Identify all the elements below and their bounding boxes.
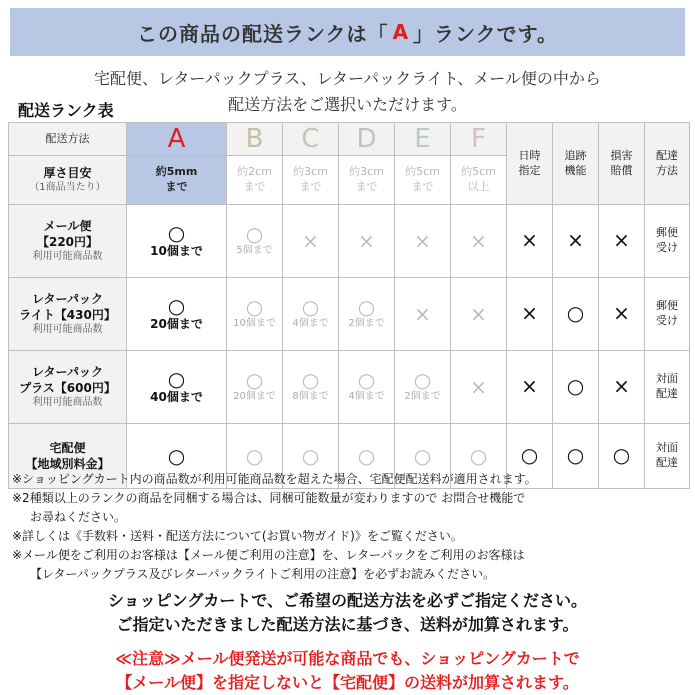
availability-mark: ×: [414, 302, 431, 326]
feature-cell: [553, 205, 599, 278]
count-limit: 20個まで: [233, 391, 276, 403]
service-name-2-text: プラス: [19, 381, 55, 396]
note-4: ※詳しくは《手数料・送料・配送方法について(お買い物ガイド)》をご覧ください。: [12, 529, 463, 543]
feature-cell: [507, 351, 553, 424]
rank-cell: [451, 205, 507, 278]
size-e: [395, 156, 451, 205]
feature-delivery-header: [645, 123, 690, 205]
count-limit: 20個まで: [150, 316, 203, 331]
availability-mark: ×: [302, 229, 319, 253]
table-title: 配送ランク表: [18, 101, 114, 120]
availability-mark: ○: [357, 368, 376, 393]
rank-cell: [227, 351, 283, 424]
delivery-1: 郵便: [656, 299, 678, 313]
banner-rank: A: [392, 20, 410, 44]
feat-4a: 配達: [656, 148, 678, 162]
service-name-2: [9, 380, 126, 396]
availability-mark: ×: [470, 302, 487, 326]
size-b: [227, 156, 283, 205]
availability-mark: ○: [167, 293, 186, 318]
rank-cell: [127, 278, 227, 351]
feature-mark: ○: [566, 374, 585, 399]
rank-f-header: [451, 123, 507, 156]
rank-table: [8, 122, 690, 489]
availability-mark: ○: [245, 295, 264, 320]
rank-cell: [127, 351, 227, 424]
service-sub: 利用可能商品数: [32, 397, 103, 409]
count-limit: 2個まで: [404, 391, 441, 403]
availability-mark: ×: [358, 229, 375, 253]
size-label-sub: （1商品当たり）: [29, 182, 106, 194]
feature-mark: ×: [613, 228, 630, 253]
size-d-1: 約3cm: [349, 165, 384, 179]
feature-mark: ×: [613, 301, 630, 326]
feature-mark: ○: [520, 443, 539, 468]
rank-a-letter: A: [167, 124, 186, 154]
note-2: ※2種類以上のランクの商品を同梱する場合は、同梱可能数量が変わりますので お問合せ機能で: [12, 491, 526, 505]
size-c: [283, 156, 339, 205]
warning-line-1: ≪注意≫メール便発送が可能な商品でも、ショッピングカートで: [115, 649, 580, 668]
service-name-2-text: ライト: [19, 308, 55, 323]
feature-cell: [599, 278, 645, 351]
feature-mark: ○: [566, 443, 585, 468]
size-b-1: 約2cm: [237, 165, 272, 179]
delivery-cell: [645, 205, 690, 278]
size-e-1: 約5cm: [405, 165, 440, 179]
service-row: [9, 351, 690, 424]
size-label: [9, 156, 127, 205]
size-f-2: 以上: [467, 180, 490, 193]
availability-mark: ○: [167, 220, 186, 245]
availability-mark: ○: [413, 444, 432, 468]
availability-mark: ○: [301, 444, 320, 468]
feat-2a: 追跡: [564, 148, 587, 162]
warning-line-2: 【メール便】を指定しないと【宅配便】の送料が加算されます。: [116, 673, 579, 692]
feature-mark: ×: [521, 301, 538, 326]
count-limit: 5個まで: [236, 245, 273, 257]
availability-mark: ○: [301, 295, 320, 320]
feature-cell: [507, 205, 553, 278]
size-a-1: 約5mm: [155, 165, 198, 179]
rank-cell: [283, 351, 339, 424]
rank-cell: [451, 351, 507, 424]
method-label-text: 配送方法: [45, 131, 90, 145]
count-limit: 40個まで: [150, 389, 203, 404]
availability-mark: ○: [167, 444, 186, 468]
service-price: 【220円】: [36, 235, 99, 250]
rank-d-letter: D: [356, 124, 377, 154]
service-label: [9, 351, 127, 424]
rank-cell: [339, 351, 395, 424]
size-c-2: まで: [299, 180, 322, 193]
rank-c-letter: C: [301, 124, 320, 154]
availability-mark: ○: [301, 368, 320, 393]
availability-mark: ○: [357, 444, 376, 468]
service-name-1: レターパック: [32, 365, 103, 380]
feature-mark: ×: [613, 374, 630, 399]
feat-3b: 賠償: [610, 163, 633, 177]
feat-1a: 日時: [518, 148, 541, 162]
service-price: 【地域別料金】: [25, 457, 110, 471]
feature-cell: [553, 351, 599, 424]
rank-cell: [395, 278, 451, 351]
rank-e-letter: E: [414, 124, 431, 154]
note-6: 【レターパックプラス及びレターパックライトご利用の注意】を必ずお読みください。: [30, 567, 496, 581]
feature-mark: ×: [521, 374, 538, 399]
size-d: [339, 156, 395, 205]
rank-cell: [451, 278, 507, 351]
service-label: [9, 205, 127, 278]
delivery-2: 受け: [656, 241, 678, 254]
delivery-1: 対面: [656, 372, 678, 386]
count-limit: 4個まで: [292, 318, 329, 330]
size-f-1: 約5cm: [461, 165, 496, 179]
rank-b-letter: B: [245, 124, 264, 154]
size-d-2: まで: [355, 180, 378, 193]
count-limit: 10個まで: [233, 318, 276, 330]
banner-prefix: この商品の配送ランクは「: [136, 21, 389, 46]
instruction-line-2: ご指定いただきました配送方法に基づき、送料が加算されます。: [116, 615, 579, 634]
rank-f-letter: F: [471, 124, 486, 154]
feat-2b: 機能: [564, 163, 587, 177]
rank-cell: [283, 205, 339, 278]
rank-cell: [227, 205, 283, 278]
size-e-2: まで: [411, 180, 434, 193]
rank-cell: [339, 278, 395, 351]
service-row: [9, 278, 690, 351]
feature-insurance-header: [599, 123, 645, 205]
delivery-2: 受け: [656, 314, 678, 327]
rank-cell: [283, 278, 339, 351]
availability-mark: ×: [470, 229, 487, 253]
feature-datetime-header: [507, 123, 553, 205]
availability-mark: ○: [469, 444, 488, 468]
feature-cell: [599, 351, 645, 424]
service-price: 【600円】: [54, 381, 116, 396]
service-row: [9, 205, 690, 278]
count-limit: 4個まで: [348, 391, 385, 403]
size-c-1: 約3cm: [293, 165, 328, 179]
availability-mark: ○: [357, 295, 376, 320]
size-f: [451, 156, 507, 205]
feature-mark: ○: [612, 443, 631, 468]
instruction-line-1: ショッピングカートで、ご希望の配送方法を必ずご指定ください。: [107, 591, 588, 610]
feature-cell: [507, 278, 553, 351]
size-a: [127, 156, 227, 205]
size-b-2: まで: [243, 180, 266, 193]
size-label-main: 厚さ目安: [43, 166, 92, 181]
rank-a-header: [127, 123, 227, 156]
rank-d-header: [339, 123, 395, 156]
delivery-1: 対面: [656, 441, 678, 455]
feat-1b: 指定: [518, 163, 541, 177]
feat-4b: 方法: [656, 163, 678, 177]
note-1: ※ショッピングカート内の商品数が利用可能商品数を超えた場合、宅配便配送料が適用されます。: [12, 472, 537, 486]
feature-cell: [599, 205, 645, 278]
availability-mark: ○: [413, 368, 432, 393]
service-name-2: [9, 307, 126, 323]
size-a-2: まで: [165, 180, 188, 193]
method-label: [9, 123, 127, 156]
delivery-2: 配達: [656, 387, 678, 400]
delivery-cell: [645, 278, 690, 351]
feature-mark: ×: [521, 228, 538, 253]
availability-mark: ○: [245, 222, 264, 247]
delivery-2: 配達: [656, 456, 678, 469]
service-sub: 利用可能商品数: [32, 324, 103, 336]
rank-cell: [395, 205, 451, 278]
service-name-1: レターパック: [32, 292, 103, 307]
note-3: お尋ねください。: [30, 510, 127, 524]
count-limit: 8個まで: [292, 391, 329, 403]
availability-mark: ○: [245, 444, 264, 468]
availability-mark: ×: [414, 229, 431, 253]
count-limit: 2個まで: [348, 318, 385, 330]
availability-mark: ○: [167, 366, 186, 391]
availability-mark: ×: [470, 375, 487, 399]
rank-cell: [127, 205, 227, 278]
service-sub: 利用可能商品数: [32, 251, 103, 263]
rank-cell: [339, 205, 395, 278]
rank-cell: [227, 278, 283, 351]
feat-3a: 損害: [610, 148, 633, 162]
rank-c-header: [283, 123, 339, 156]
rank-e-header: [395, 123, 451, 156]
count-limit: 10個まで: [150, 243, 203, 258]
feature-cell: [553, 278, 599, 351]
rank-banner: [10, 8, 685, 56]
service-name-1: メール便: [43, 219, 92, 234]
intro-line-2: 配送方法をご選択いただけます。: [228, 95, 467, 114]
rank-cell: [395, 351, 451, 424]
header-row: [9, 123, 690, 156]
feature-mark: ×: [567, 228, 584, 253]
banner-suffix: 」ランクです。: [413, 21, 559, 46]
delivery-1: 郵便: [656, 226, 678, 240]
rank-b-header: [227, 123, 283, 156]
note-5: ※メール便をご利用のお客様は【メール便ご利用の注意】を、レターパックをご利用のお客様は: [12, 548, 525, 562]
availability-mark: ○: [245, 368, 264, 393]
feature-mark: ○: [566, 301, 585, 326]
service-name-1: 宅配便: [49, 440, 86, 455]
notes: [12, 470, 688, 584]
feature-tracking-header: [553, 123, 599, 205]
services-body: [9, 205, 690, 489]
service-price: 【430円】: [54, 308, 116, 323]
delivery-cell: [645, 351, 690, 424]
service-label: [9, 278, 127, 351]
intro-line-1: 宅配便、レターパックプラス、レターパックライト、メール便の中から: [94, 69, 601, 88]
